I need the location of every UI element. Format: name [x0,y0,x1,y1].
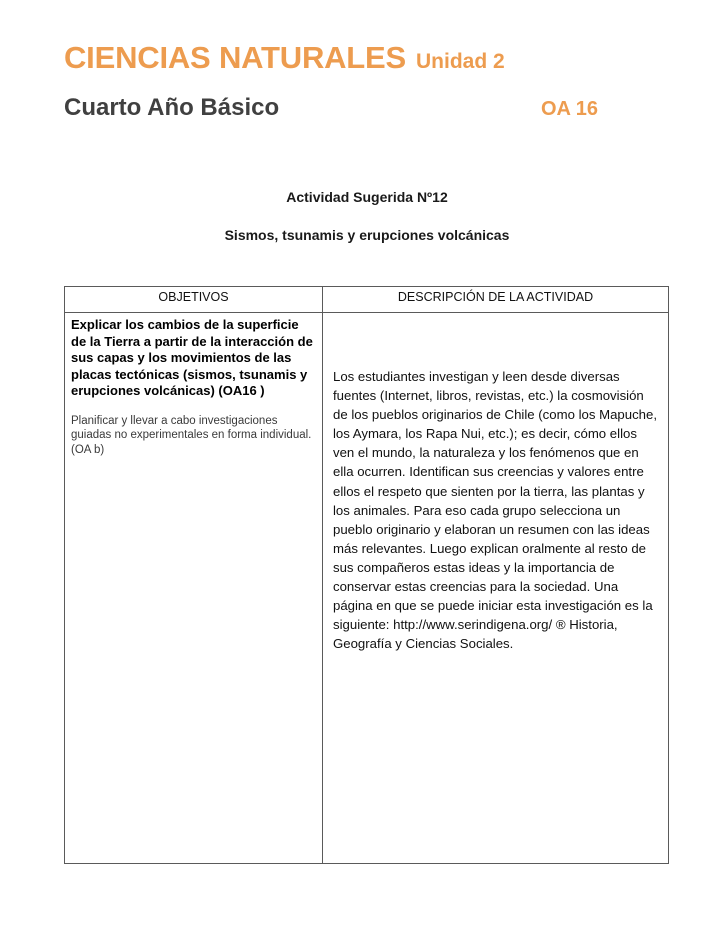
column-header-description: DESCRIPCIÓN DE LA ACTIVIDAD [323,287,669,313]
activity-number: Actividad Sugerida Nº12 [286,189,448,205]
subject-title: CIENCIAS NATURALES [64,40,407,75]
objectives-cell [65,313,323,864]
unit-label: Unidad 2 [416,50,505,73]
activity-topic: Sismos, tsunamis y erupciones volcánicas [224,227,510,243]
column-header-objectives: OBJETIVOS [65,287,323,313]
document-header [64,40,670,122]
table-row [65,313,669,864]
subtitle-line [64,94,670,122]
objective-skill-code: (OA b) [71,443,105,456]
objective-main-text: Explicar los cambios de la superficie de la Tierra a partir de la interacción de sus capas y los movimientos de las placas tectónicas (sismos, tsunamis y erupciones volcánicas) (OA16 ) [71,317,313,399]
grade-level: Cuarto Año Básico [64,94,280,121]
activity-description-text: Los estudiantes investigan y leen desde diversas fuentes (Internet, libros, revistas, etc.) la cosmovisión de los pueblos originarios de Chile (como los Mapuche, los Aymara, los Rapa Nui, etc.); es decir, cómo ellos ven el mundo, la naturaleza y los fenómenos que en ella ocurren. Identifican sus creencias y valores entre ellos el respeto que sienten por la tierra, las plantas y los animales. Para eso cada grupo selecciona un pueblo originario y elaboran un resumen con las ideas más relevantes. Luego explican oralmente al resto de sus compañeros estas ideas y la importancia de conservar estas creencias para la sociedad. Una página en que se puede iniciar esta investigación es la siguiente: http://www.serindigena.org/ ® Historia, Geografía y Ciencias Sociales. [333,369,658,652]
table-header-row [65,287,669,313]
activity-table [64,286,669,864]
title-line [64,40,670,76]
oa-code-badge: OA 16 [540,98,598,120]
objective-skill-text: Planificar y llevar a cabo investigaciones guiadas no experimentales en forma individual. [71,414,312,442]
activity-heading [64,188,670,244]
description-cell [323,313,669,864]
